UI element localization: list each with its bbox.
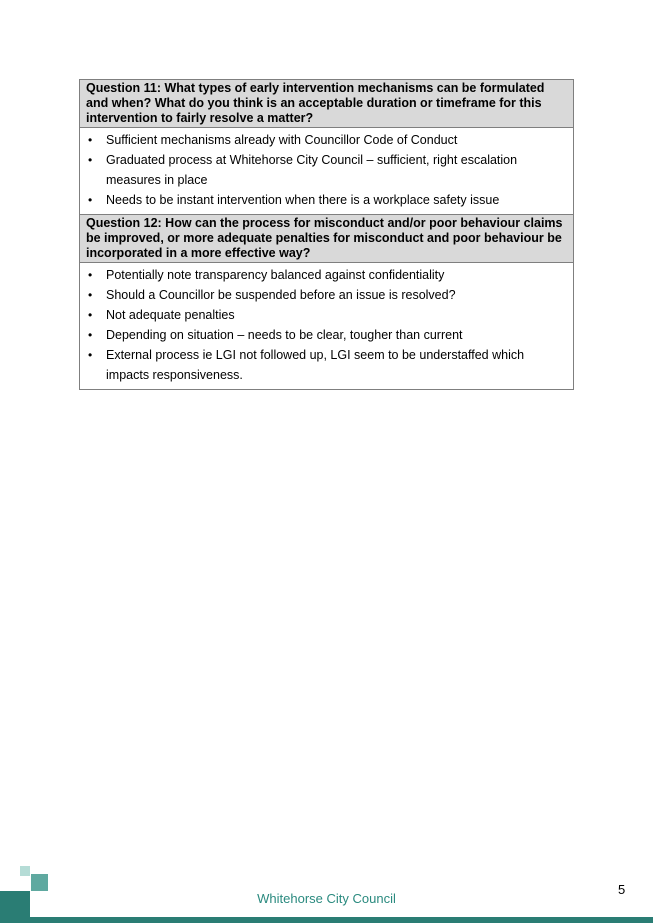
list-item: • Not adequate penalties bbox=[86, 305, 567, 325]
list-item: • Potentially note transparency balanced against confidentiality bbox=[86, 265, 567, 285]
page-number: 5 bbox=[618, 882, 626, 897]
question-11-bullet-list bbox=[86, 130, 567, 210]
list-item: • Depending on situation – needs to be clear, tougher than current bbox=[86, 325, 567, 345]
list-item: • Graduated process at Whitehorse City Council – sufficient, right escalation measures in place bbox=[86, 150, 567, 190]
question-12-header-row bbox=[80, 215, 574, 263]
question-12-bullet-list bbox=[86, 265, 567, 385]
question-12-heading: Question 12: How can the process for misconduct and/or poor behaviour claims be improved, or more adequate penalties for misconduct and poor behaviour be incorporated in a more effective way? bbox=[80, 215, 574, 263]
decorative-square-mid bbox=[31, 874, 48, 891]
question-11-heading: Question 11: What types of early intervention mechanisms can be formulated and when? What do you think is an acceptable duration or timeframe for this intervention to fairly resolve a matter? bbox=[80, 80, 574, 128]
questions-table bbox=[79, 79, 574, 390]
question-11-answer-row bbox=[80, 128, 574, 215]
footer-organization: Whitehorse City Council bbox=[257, 891, 396, 906]
footer-bar bbox=[0, 917, 653, 923]
list-item: • Sufficient mechanisms already with Councillor Code of Conduct bbox=[86, 130, 567, 150]
question-12-answer-row bbox=[80, 263, 574, 390]
list-item: • External process ie LGI not followed up, LGI seem to be understaffed which impacts responsiveness. bbox=[86, 345, 567, 385]
list-item: • Needs to be instant intervention when there is a workplace safety issue bbox=[86, 190, 567, 210]
list-item: • Should a Councillor be suspended before an issue is resolved? bbox=[86, 285, 567, 305]
decorative-square-light bbox=[20, 866, 30, 876]
question-11-header-row bbox=[80, 80, 574, 128]
